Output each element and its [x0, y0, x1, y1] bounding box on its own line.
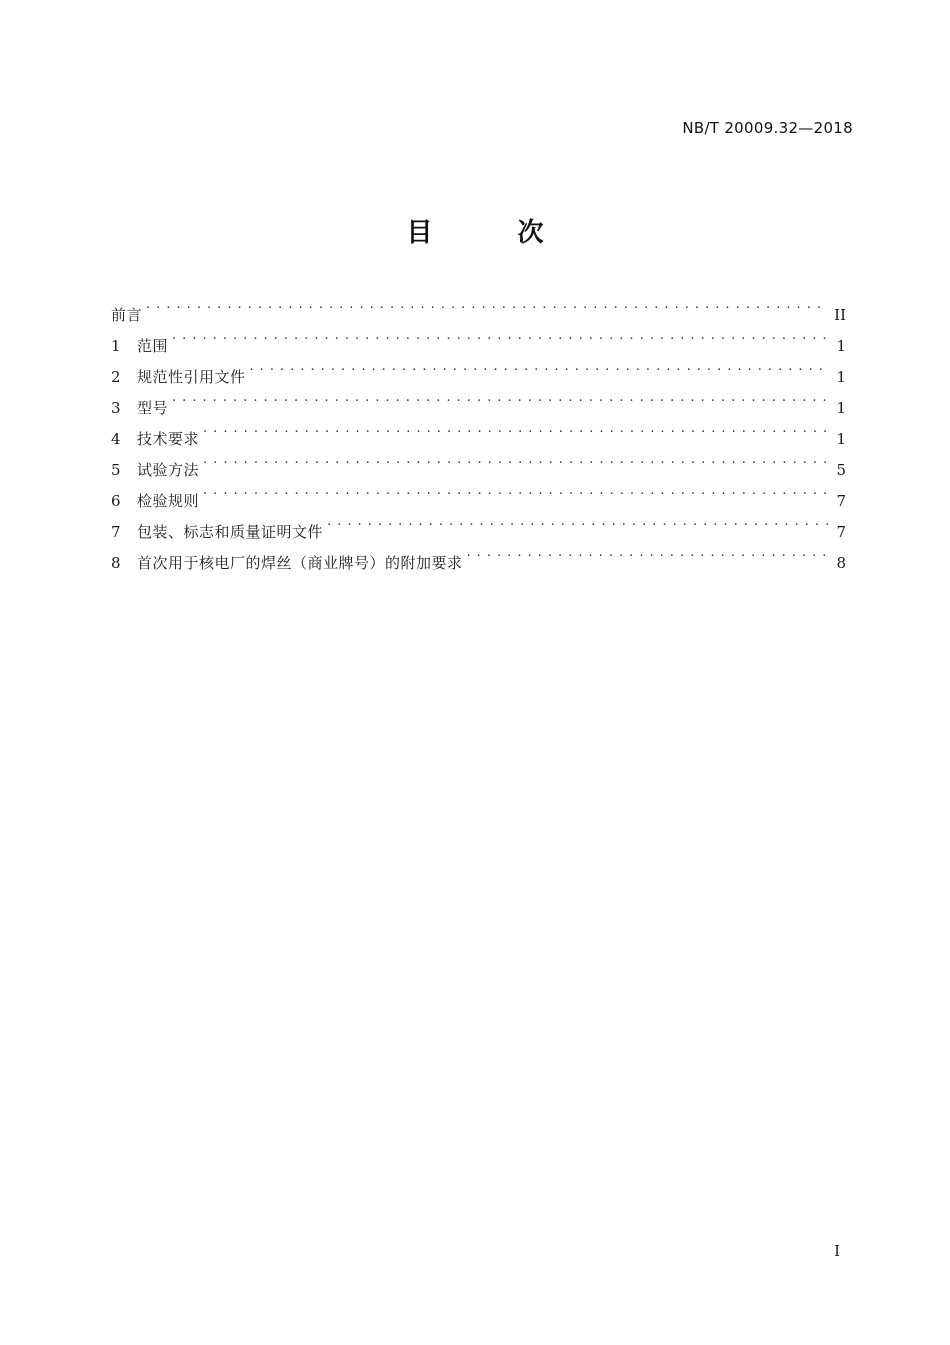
toc-entry-number: 6 — [111, 492, 121, 510]
toc-entry-5[interactable] — [111, 444, 846, 479]
toc-entry-page: 1 — [836, 337, 846, 355]
toc-entry-2[interactable] — [111, 351, 846, 386]
toc-entry-page: 8 — [836, 554, 846, 572]
toc-entry-number: 1 — [111, 337, 121, 355]
toc-entry-number: 4 — [111, 430, 121, 448]
toc-entry-number: 2 — [111, 368, 121, 386]
toc-entry-page: 7 — [836, 492, 846, 510]
toc-entry-text: 规范性引用文件 — [137, 368, 246, 386]
toc-entry-page: 5 — [836, 461, 846, 479]
toc-entry-text: 包装、标志和质量证明文件 — [137, 523, 324, 541]
toc-title: 目 次 — [406, 218, 582, 248]
toc-leader-dots — [467, 537, 831, 568]
toc-entry-6[interactable] — [111, 475, 846, 510]
page-number: I — [834, 1242, 840, 1260]
toc-entry-4[interactable] — [111, 413, 846, 448]
toc-entry-text: 型号 — [137, 399, 169, 417]
toc-entry-number: 5 — [111, 461, 121, 479]
toc-leader-dots — [250, 351, 831, 382]
toc-entry-text: 范围 — [137, 337, 169, 355]
toc-leader-dots — [146, 289, 828, 320]
toc-entry-text: 首次用于核电厂的焊丝（商业牌号）的附加要求 — [137, 554, 463, 572]
toc-entry-text: 前言 — [111, 306, 143, 324]
toc-entry-7[interactable] — [111, 506, 846, 541]
toc-entry-text: 试验方法 — [137, 461, 200, 479]
toc-entry-page: 7 — [836, 523, 846, 541]
toc-leader-dots — [327, 506, 830, 537]
toc-entry-text: 技术要求 — [137, 430, 200, 448]
toc-entry-1[interactable] — [111, 320, 846, 355]
toc-list — [111, 289, 846, 572]
toc-leader-dots — [203, 475, 830, 506]
toc-entry-number: 8 — [111, 554, 121, 572]
standard-number: NB/T 20009.32—2018 — [682, 119, 853, 137]
toc-entry-page: 1 — [836, 430, 846, 448]
toc-entry-text: 检验规则 — [137, 492, 200, 510]
toc-leader-dots — [203, 413, 830, 444]
toc-leader-dots — [172, 382, 830, 413]
toc-entry-3[interactable] — [111, 382, 846, 417]
toc-entry-number: 7 — [111, 523, 121, 541]
toc-entry-number: 3 — [111, 399, 121, 417]
toc-leader-dots — [172, 320, 830, 351]
toc-entry-foreword[interactable] — [111, 289, 846, 324]
toc-entry-page: 1 — [836, 399, 846, 417]
toc-entry-page: 1 — [836, 368, 846, 386]
toc-leader-dots — [203, 444, 830, 475]
toc-entry-page: II — [834, 306, 846, 324]
